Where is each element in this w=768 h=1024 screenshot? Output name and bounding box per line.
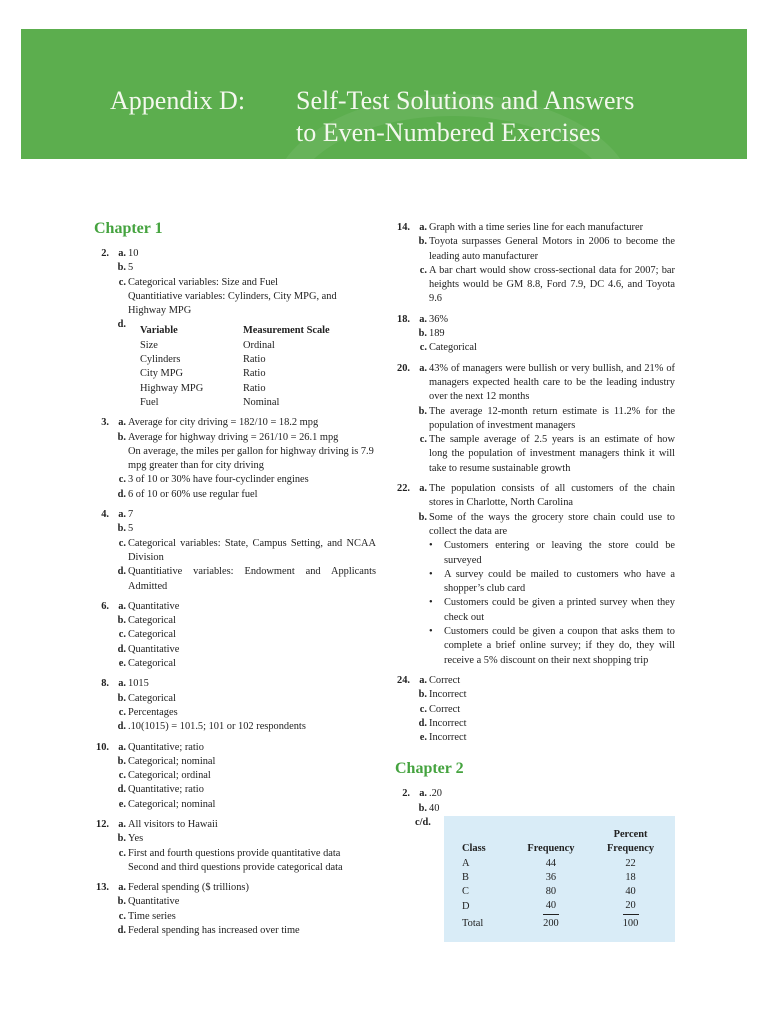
appendix-label: Appendix D: <box>110 86 246 115</box>
exercise-item <box>395 674 675 745</box>
class-value-text: B <box>462 871 469 883</box>
exercise-item <box>395 787 675 828</box>
part-letter: b. <box>117 615 126 627</box>
part-text: 5 <box>128 262 134 274</box>
variable-row <box>140 367 330 381</box>
exercise-part <box>395 787 675 801</box>
exercise-part <box>94 692 376 706</box>
exercise-part <box>94 755 376 769</box>
part-letter: d. <box>418 717 427 729</box>
frequency-value <box>516 857 586 871</box>
right-column <box>395 221 675 828</box>
part-text: Categorical <box>128 692 176 704</box>
bullet-list <box>395 539 675 668</box>
left-column <box>94 219 376 944</box>
exercise-part <box>395 235 675 264</box>
measurement-scale-header: Measurement Scale <box>243 325 330 337</box>
part-letter: a. <box>419 222 427 233</box>
exercise-part <box>94 720 376 734</box>
chapter-1-heading: Chapter 1 <box>94 220 163 237</box>
part-letter: c/d. <box>415 816 431 828</box>
part-continuation: On average, the miles per gallon for highway driving is 7.9 mpg greater than for city driving <box>128 445 374 472</box>
part-text: Quantitative; ratio <box>128 784 204 796</box>
exercise-number: 4. <box>101 509 109 521</box>
variable-row <box>140 339 330 353</box>
part-text: Categorical <box>128 615 176 627</box>
variable-header: Variable <box>140 325 178 337</box>
exercise-part <box>94 657 376 671</box>
part-text: All visitors to Hawaii <box>128 818 218 830</box>
measurement-scale: Ratio <box>243 354 266 366</box>
exercise-part <box>395 221 675 235</box>
part-letter: b. <box>418 328 427 340</box>
exercise-number: 18. <box>397 313 410 325</box>
part-text: Federal spending ($ trillions) <box>128 882 249 894</box>
bullet-dot: • <box>429 597 433 609</box>
part-text: Correct <box>429 703 461 715</box>
exercise-part <box>94 261 376 275</box>
part-text: Quantitiative variables: Endowment and Applicants Admitted <box>128 566 376 592</box>
part-text: 10 <box>128 248 139 259</box>
part-text: 40 <box>429 802 440 814</box>
part-letter: a. <box>118 600 126 612</box>
exercise-part <box>94 537 376 566</box>
exercise-item <box>395 482 675 668</box>
part-letter: e. <box>118 798 126 810</box>
exercise-part <box>94 881 376 895</box>
part-letter: c. <box>419 703 427 715</box>
part-text: 6 of 10 or 60% use regular fuel <box>128 488 258 500</box>
exercise-part <box>94 895 376 909</box>
exercise-part <box>395 327 675 341</box>
frequency-value-text: 80 <box>545 886 557 898</box>
part-text: Toyota surpasses General Motors in 2006 to become the leading auto manufacturer <box>429 236 675 262</box>
variable-name: Cylinders <box>140 354 181 366</box>
variable-name: Highway MPG <box>140 382 204 394</box>
part-letter: b. <box>117 262 126 274</box>
part-text: Categorical; ordinal <box>128 770 211 782</box>
part-letter: b. <box>117 833 126 845</box>
frequency-value-text: 36 <box>545 871 557 883</box>
exercise-part <box>94 847 376 861</box>
frequency-table-body <box>452 857 675 931</box>
class-value-text: C <box>462 886 469 898</box>
exercise-part <box>395 717 675 731</box>
exercise-part <box>94 508 376 522</box>
exercise-part <box>94 798 376 812</box>
exercise-number: 6. <box>101 600 109 612</box>
measurement-scale: Nominal <box>243 396 280 408</box>
class-value-text: A <box>462 857 470 869</box>
part-letter: a. <box>419 788 427 800</box>
exercise-part <box>395 433 675 476</box>
class-value-text: D <box>462 900 470 912</box>
measurement-scale-table <box>140 324 330 410</box>
part-text: Categorical <box>128 629 176 641</box>
frequency-total-row <box>452 915 675 931</box>
class-value <box>452 857 516 871</box>
exercise-number: 14. <box>397 222 410 233</box>
part-text: Incorrect <box>429 689 467 701</box>
exercise-part <box>94 416 376 430</box>
part-letter: d. <box>117 319 126 331</box>
percent-frequency-header: Percent Frequency <box>606 829 655 855</box>
exercise-part <box>94 677 376 691</box>
part-letter: e. <box>419 732 427 744</box>
exercise-part <box>395 405 675 434</box>
part-letter: d. <box>117 566 126 578</box>
part-text: The sample average of 2.5 years is an estimate of how long the population of investment managers think it will take to resume sustainable growth <box>429 434 675 474</box>
exercise-part <box>94 247 376 261</box>
frequency-row <box>452 871 675 885</box>
chapter-1-exercises <box>94 247 376 938</box>
bullet-text: Customers could be given a coupon that asks them to complete a brief online survey; if they do, they will receive a 5% discount on their next shopping trip <box>444 626 675 666</box>
bullet-text: Customers could be given a printed survey when they check out <box>444 597 675 623</box>
chapter-2-exercises <box>395 787 675 828</box>
part-text: 189 <box>429 328 445 340</box>
bullet-dot: • <box>429 540 433 552</box>
frequency-value-text: 40 <box>543 899 559 914</box>
part-letter: a. <box>118 417 126 429</box>
total-frequency: 200 <box>543 917 559 929</box>
frequency-table-panel <box>444 816 675 942</box>
exercise-part <box>94 522 376 536</box>
exercise-item <box>94 600 376 671</box>
part-text: Categorical variables: State, Campus Setting, and NCAA Division <box>128 537 376 563</box>
bullet-dot: • <box>429 568 433 580</box>
exercise-number: 20. <box>397 362 410 374</box>
part-letter: b. <box>418 689 427 701</box>
part-letter: d. <box>117 925 126 937</box>
variable-name: Size <box>140 339 158 351</box>
part-letter: b. <box>418 511 427 523</box>
frequency-table <box>452 828 675 931</box>
part-letter: d. <box>117 643 126 655</box>
exercise-part <box>94 565 376 594</box>
bullet-item <box>429 596 675 625</box>
part-letter: a. <box>419 313 427 325</box>
exercise-number: 22. <box>397 483 410 495</box>
percent-value <box>586 899 675 914</box>
class-value <box>452 871 516 885</box>
part-text: Quantitative <box>128 600 180 612</box>
measurement-scale: Ratio <box>243 368 266 380</box>
part-letter: c. <box>118 537 126 549</box>
part-text: 43% of managers were bullish or very bullish, and 21% of managers expected health care to be the leading industry over the next 12 months <box>429 362 675 403</box>
bullet-item <box>429 625 675 668</box>
part-text: First and fourth questions provide quantitative data <box>128 847 341 859</box>
exercise-item <box>395 362 675 476</box>
part-text: Categorical; nominal <box>128 798 216 810</box>
part-letter: c. <box>419 434 427 446</box>
part-text: Time series <box>128 910 176 922</box>
bullet-item <box>429 539 675 568</box>
part-text: 7 <box>128 509 134 521</box>
exercise-item <box>94 416 376 502</box>
part-text: Some of the ways the grocery store chain could use to collect the data are <box>429 511 675 537</box>
part-text: 36% <box>429 313 449 325</box>
part-text: Quantitative <box>128 896 180 908</box>
part-continuation: Second and third questions provide categorical data <box>128 861 343 873</box>
part-letter: a. <box>118 248 126 259</box>
exercise-part <box>395 511 675 540</box>
part-letter: e. <box>118 658 126 670</box>
part-letter: d. <box>117 784 126 796</box>
exercise-number: 2. <box>101 248 109 259</box>
exercise-part <box>94 488 376 502</box>
exercise-part <box>395 362 675 405</box>
part-text: Categorical <box>429 342 477 354</box>
exercise-number: 13. <box>96 882 109 894</box>
percent-value-text: 40 <box>625 886 636 898</box>
part-letter: b. <box>117 896 126 908</box>
exercise-part <box>94 614 376 628</box>
part-letter: c. <box>118 706 126 718</box>
exercise-number: 2. <box>402 788 410 800</box>
chapter-banner <box>21 29 747 159</box>
part-text: The population consists of all customers of the chain stores in Charlotte, North Carolina <box>429 483 675 509</box>
variable-name: Fuel <box>140 396 159 408</box>
class-header: Class <box>462 843 486 855</box>
exercise-part <box>94 643 376 657</box>
chapter-1-exercises-continued <box>395 221 675 745</box>
part-text: Incorrect <box>429 717 467 729</box>
exercise-part <box>94 818 376 832</box>
percent-value <box>586 871 675 885</box>
part-text: 5 <box>128 523 134 535</box>
exercise-item <box>94 881 376 938</box>
part-text: 1015 <box>128 678 149 690</box>
percent-value-text: 18 <box>625 871 636 883</box>
bullet-text: Customers entering or leaving the store could be surveyed <box>444 540 675 566</box>
class-value <box>452 899 516 914</box>
part-text: 3 of 10 or 30% have four-cyclinder engines <box>128 474 309 486</box>
part-text: Quantitative <box>128 643 180 655</box>
variable-name: City MPG <box>140 368 184 380</box>
part-letter: b. <box>418 802 427 814</box>
part-text: .20 <box>429 788 442 800</box>
exercise-part <box>94 706 376 720</box>
class-value <box>452 885 516 899</box>
frequency-row <box>452 857 675 871</box>
exercise-item <box>94 247 376 410</box>
exercise-item <box>94 677 376 734</box>
part-letter: c. <box>118 847 126 859</box>
part-text: Percentages <box>128 706 178 718</box>
exercise-part <box>395 674 675 688</box>
exercise-part <box>94 783 376 797</box>
exercise-part <box>94 832 376 846</box>
part-letter: b. <box>117 431 126 443</box>
appendix-title-line-1: Self-Test Solutions and Answers <box>296 86 635 115</box>
part-text: A bar chart would show cross-sectional data for 2007; bar heights would be GM 8.8, Ford 7.9, DC 4.6, and Toyota 9.6 <box>429 264 675 305</box>
exercise-number: 24. <box>397 674 410 686</box>
part-letter: b. <box>418 405 427 417</box>
frequency-value <box>516 899 586 914</box>
exercise-part <box>94 924 376 938</box>
part-text: Average for city driving = 182/10 = 18.2 mpg <box>128 417 319 429</box>
part-letter: a. <box>118 509 126 521</box>
exercise-part <box>395 802 675 816</box>
exercise-part <box>395 264 675 307</box>
exercise-item <box>94 818 376 875</box>
percent-value <box>586 885 675 899</box>
part-text: Average for highway driving = 261/10 = 26.1 mpg <box>128 431 339 443</box>
exercise-part <box>94 600 376 614</box>
variable-row <box>140 353 330 367</box>
part-text: Graph with a time series line for each manufacturer <box>429 222 644 233</box>
part-text: Federal spending has increased over time <box>128 925 300 937</box>
percent-value-text: 22 <box>625 857 636 869</box>
part-letter: c. <box>419 342 427 354</box>
frequency-value <box>516 871 586 885</box>
bullet-text: A survey could be mailed to customers who have a shopper’s club card <box>444 568 675 595</box>
measurement-scale: Ratio <box>243 382 266 394</box>
part-letter: b. <box>117 755 126 767</box>
exercise-part <box>94 628 376 642</box>
part-letter: b. <box>117 523 126 535</box>
exercise-part <box>94 769 376 783</box>
part-text: Categorical; nominal <box>128 755 216 767</box>
part-text: The average 12-month return estimate is 11.2% for the population of investment managers <box>429 405 675 431</box>
part-letter: a. <box>419 483 427 495</box>
exercise-part <box>395 688 675 702</box>
exercise-number: 10. <box>96 741 109 753</box>
part-text: Correct <box>429 674 461 686</box>
exercise-item <box>395 313 675 356</box>
frequency-value-text: 44 <box>545 857 557 869</box>
part-letter: c. <box>419 264 427 276</box>
frequency-header: Frequency <box>527 843 575 855</box>
part-letter: c. <box>118 770 126 782</box>
part-letter: d. <box>117 721 126 733</box>
exercise-part <box>94 741 376 755</box>
part-letter: c. <box>118 276 126 288</box>
part-text: Yes <box>128 833 144 845</box>
total-percent: 100 <box>622 917 639 929</box>
part-continuation: Quantitiative variables: Cylinders, City MPG, and Highway MPG <box>128 290 337 317</box>
part-letter: a. <box>118 882 126 894</box>
exercise-part <box>94 276 376 290</box>
part-text: Categorical <box>128 658 176 670</box>
exercise-number: 3. <box>101 417 109 429</box>
exercise-part <box>395 341 675 355</box>
part-text: .10(1015) = 101.5; 101 or 102 respondents <box>128 721 306 733</box>
part-text: Quantitative; ratio <box>128 741 204 753</box>
percent-value-text: 20 <box>623 899 639 914</box>
part-letter: d. <box>117 488 126 500</box>
part-letter: c. <box>118 474 126 486</box>
part-letter: b. <box>418 236 427 248</box>
part-letter: a. <box>118 678 126 690</box>
appendix-title-line-2: to Even-Numbered Exercises <box>296 118 601 147</box>
part-text: Incorrect <box>429 732 467 744</box>
exercise-part <box>94 431 376 445</box>
exercise-number: 8. <box>101 678 109 690</box>
exercise-part <box>395 313 675 327</box>
part-letter: a. <box>118 741 126 753</box>
exercise-item <box>395 221 675 307</box>
percent-value <box>586 857 675 871</box>
part-letter: a. <box>118 818 126 830</box>
frequency-value <box>516 885 586 899</box>
exercise-number: 12. <box>96 818 109 830</box>
part-letter: a. <box>419 362 427 374</box>
exercise-item <box>94 508 376 594</box>
part-letter: c. <box>118 910 126 922</box>
exercise-part <box>94 473 376 487</box>
variable-row <box>140 396 330 410</box>
exercise-part <box>94 910 376 924</box>
exercise-item <box>94 741 376 812</box>
part-letter: b. <box>117 692 126 704</box>
frequency-row <box>452 899 675 914</box>
total-label: Total <box>462 917 484 929</box>
variable-row <box>140 382 330 396</box>
exercise-part <box>395 703 675 717</box>
bullet-dot: • <box>429 626 433 638</box>
frequency-row <box>452 885 675 899</box>
part-text: Categorical variables: Size and Fuel <box>128 276 279 288</box>
bullet-item <box>429 568 675 597</box>
chapter-2-heading: Chapter 2 <box>395 760 464 778</box>
measurement-scale: Ordinal <box>243 339 275 351</box>
part-letter: c. <box>118 629 126 641</box>
exercise-part <box>395 731 675 745</box>
part-letter: a. <box>419 674 427 686</box>
exercise-part <box>395 482 675 511</box>
